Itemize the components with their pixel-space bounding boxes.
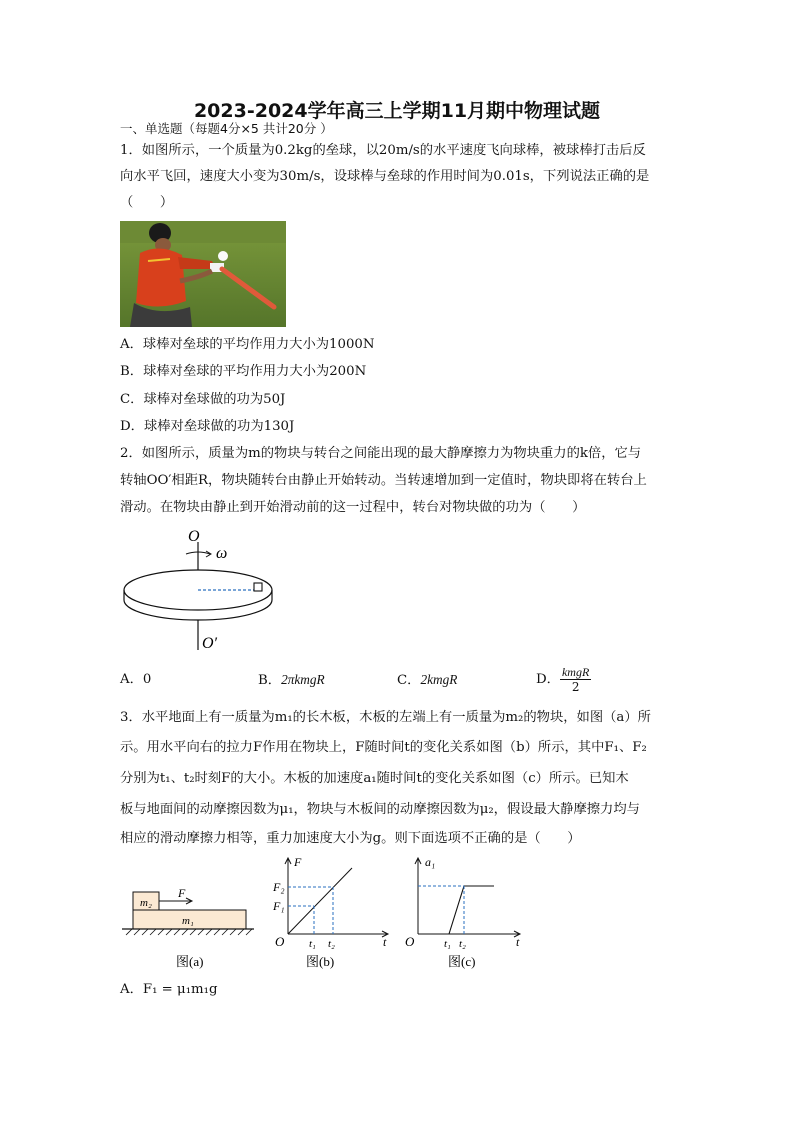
force-line [288, 868, 352, 934]
q1-option-b: B．球棒对垒球的平均作用力大小为200N [120, 364, 367, 379]
section-heading: 一、单选题（每题4分×5 共计20分 ） [120, 121, 333, 136]
acceleration-line [418, 886, 494, 934]
label-F2: F₂ [273, 880, 285, 894]
label-F1: F₁ [273, 899, 285, 913]
figure-b [270, 854, 396, 972]
baseball-batter-photo [120, 221, 286, 327]
q2-option-a: A．0 [120, 672, 152, 687]
label-F: F [178, 886, 186, 900]
ground-hatching [126, 929, 252, 935]
q2-option-c-math: 2kmgR [420, 672, 458, 687]
turntable-figure [118, 528, 283, 656]
q3-option-a: A．F₁ = μ₁m₁g [120, 982, 218, 997]
label-omega: ω [216, 545, 228, 562]
q1-option-c: C．球棒对垒球做的功为50J [120, 392, 286, 407]
q2-option-d-prefix: D． [536, 672, 560, 687]
q1-line-1: 1．如图所示，一个质量为0.2kg的垒球，以20m/s的水平速度飞向球棒，被球棒打击后反 [120, 143, 646, 158]
q2-option-c [397, 671, 457, 690]
label-m1: m₁ [182, 915, 194, 927]
fraction-denominator: 2 [571, 680, 580, 694]
x-axis-label: t [516, 935, 520, 949]
origin-label: O [275, 934, 285, 949]
q3-line-2: 示。用水平向右的拉力F作用在物块上，F随时间t的变化关系如图（b）所示，其中F₁、F₂ [120, 740, 647, 755]
q1-line-2: 向水平飞回，速度大小变为30m/s，设球棒与垒球的作用时间为0.01s，下列说法正确的是 [120, 169, 650, 184]
fraction-numerator: kmgR [561, 665, 590, 679]
q2-option-c-prefix: C． [397, 673, 421, 688]
label-O: O [188, 528, 200, 545]
q2-line-3: 滑动。在物块由静止到开始滑动前的这一过程中，转台对物块做的功为（ ） [120, 500, 586, 515]
x-axis-label: t [383, 935, 387, 949]
caption-b: 图(b) [306, 954, 335, 969]
block [254, 583, 262, 591]
label-t1: t₁ [444, 938, 451, 950]
q3-line-1: 3．水平地面上有一质量为m₁的长木板，木板的左端上有一质量为m₂的物块，如图（a）所 [120, 710, 651, 725]
q1-line-3: （ ） [120, 195, 174, 210]
label-t2: t₂ [459, 938, 466, 950]
q2-option-d [536, 662, 591, 698]
figure-a [120, 882, 260, 972]
y-axis-label: a₁ [425, 855, 436, 869]
caption-a: 图(a) [176, 954, 204, 969]
origin-label: O [405, 934, 415, 949]
q2-option-b [258, 671, 325, 690]
y-axis-label: F [294, 855, 302, 869]
q2-line-2: 转轴OO′相距R，物块随转台由静止开始转动。当转速增加到一定值时，物块即将在转台上 [120, 473, 647, 488]
caption-c: 图(c) [448, 954, 476, 969]
q3-line-4: 板与地面间的动摩擦因数为μ₁，物块与木板间的动摩擦因数为μ₂，假设最大静摩擦力均与 [120, 802, 640, 817]
baseball-batter-image [120, 221, 286, 327]
q1-option-a: A．球棒对垒球的平均作用力大小为1000N [120, 337, 375, 352]
q2-option-b-math: 2πkmgR [281, 672, 325, 687]
q2-option-b-prefix: B． [258, 673, 282, 688]
q1-option-d: D．球棒对垒球做的功为130J [120, 419, 295, 434]
q3-line-3: 分别为t₁、t₂时刻F的大小。木板的加速度a₁随时间t的变化关系如图（c）所示。已知木 [120, 771, 629, 786]
page-title: 2023-2024学年高三上学期11月期中物理试题 [193, 100, 601, 122]
label-m2: m₂ [140, 897, 152, 909]
q3-line-5: 相应的滑动摩擦力相等，重力加速度大小为g。则下面选项不正确的是（ ） [120, 831, 581, 846]
q2-line-1: 2．如图所示，质量为m的物块与转台之间能出现的最大静摩擦力为物块重力的k倍，它与 [120, 446, 642, 461]
q2-option-d-fraction [560, 665, 591, 694]
label-t1: t₁ [309, 938, 316, 950]
label-O-prime: O′ [202, 635, 218, 652]
figure-c [400, 854, 526, 972]
label-t2: t₂ [328, 938, 335, 950]
